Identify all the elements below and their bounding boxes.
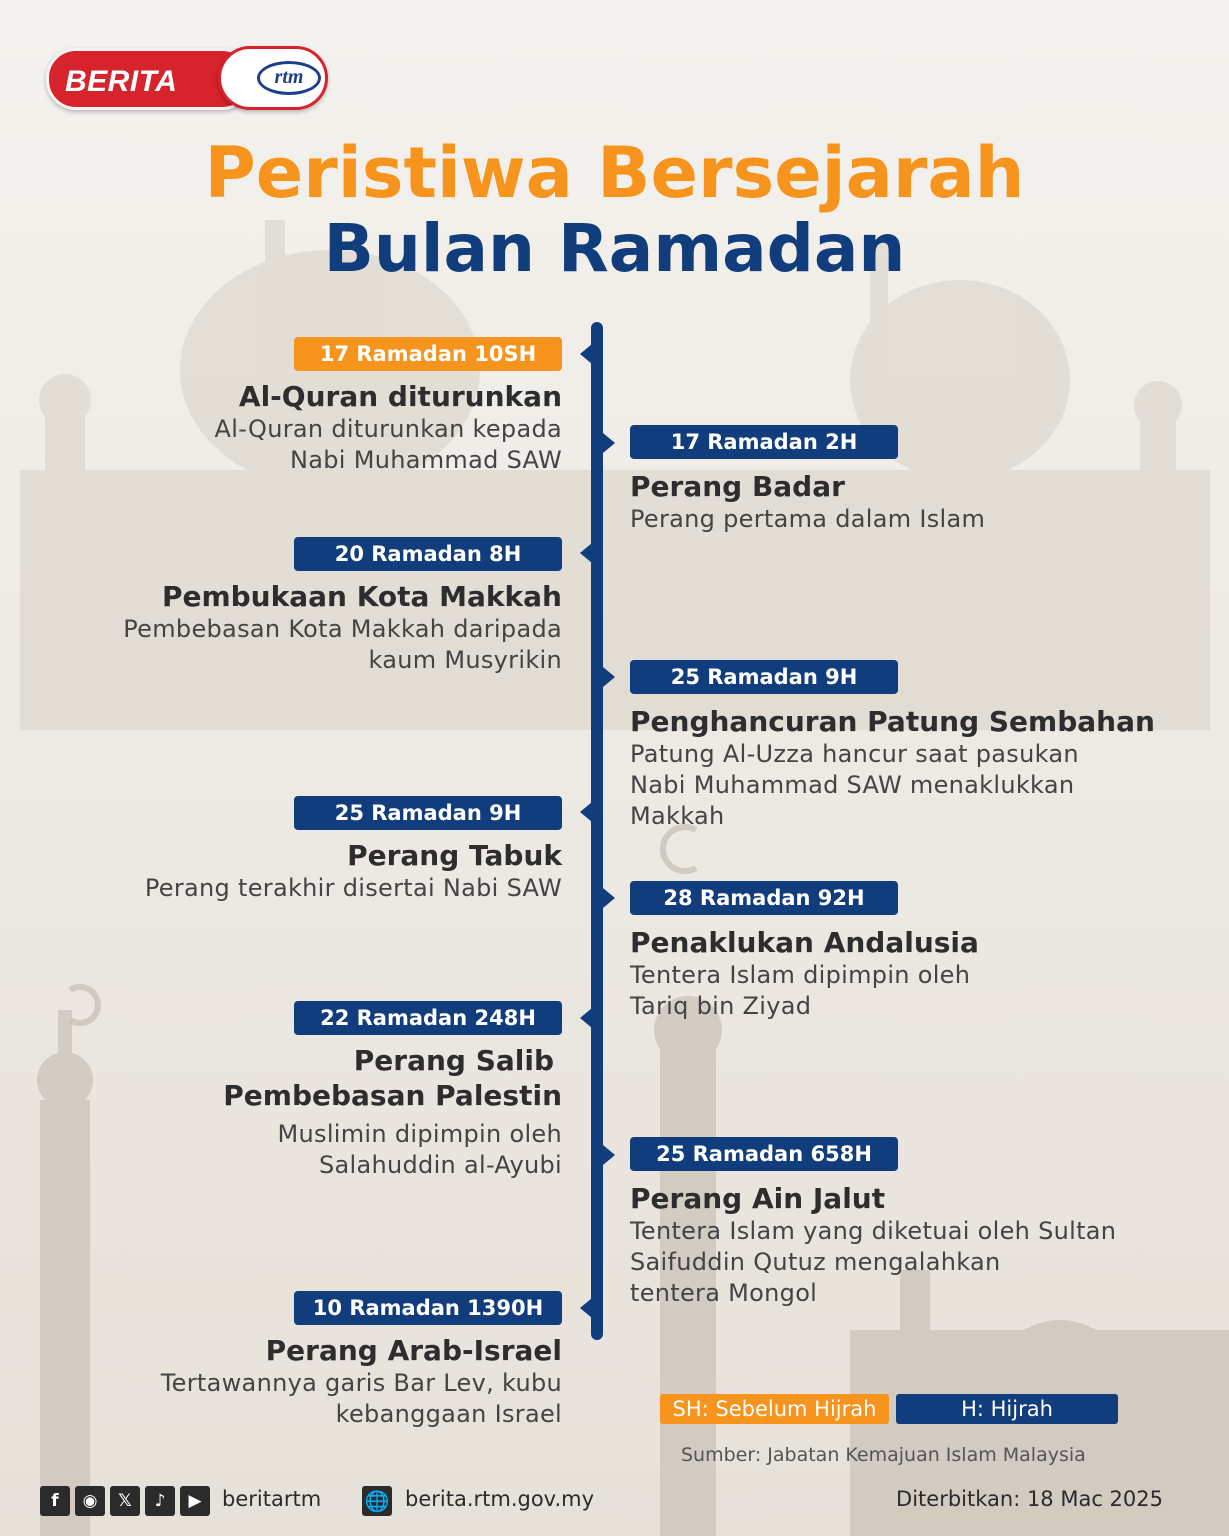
youtube-icon[interactable]: ▶ [180, 1486, 210, 1516]
published-date: Diterbitkan: 18 Mac 2025 [896, 1487, 1163, 1511]
event-date-badge: 25 Ramadan 9H [294, 796, 562, 830]
timeline-event [630, 1137, 1116, 1309]
timeline-event [630, 660, 1155, 832]
event-description: Nabi Muhammad SAW menaklukkan [630, 771, 1075, 799]
event-title: Pembebasan Palestin [223, 1079, 562, 1112]
event-date-badge: 10 Ramadan 1390H [294, 1291, 562, 1325]
event-description: Tentera Islam dipimpin oleh [630, 961, 971, 989]
timeline-notch [580, 344, 592, 364]
timeline-event [145, 796, 562, 904]
x-icon[interactable]: 𝕏 [110, 1486, 140, 1516]
event-description: Tertawannya garis Bar Lev, kubu [160, 1369, 562, 1397]
tiktok-icon[interactable]: ♪ [145, 1486, 175, 1516]
event-title: Pembukaan Kota Makkah [161, 580, 562, 613]
timeline-notch [603, 1145, 615, 1165]
event-description: kebanggaan Israel [335, 1400, 562, 1428]
event-date-badge: 25 Ramadan 9H [630, 660, 898, 694]
timeline-event [215, 337, 562, 476]
event-date-badge: 28 Ramadan 92H [630, 881, 898, 915]
title-line-1: Peristiwa Bersejarah [204, 132, 1025, 214]
event-title: Perang Ain Jalut [630, 1182, 886, 1215]
timeline-notch [580, 1298, 592, 1318]
legend-sebelum-hijrah: SH: Sebelum Hijrah [660, 1394, 889, 1424]
event-title: Perang Arab-Israel [265, 1334, 562, 1367]
timeline-event [161, 1291, 562, 1430]
timeline-notch [580, 1008, 592, 1028]
timeline-notch [580, 543, 592, 563]
facebook-icon[interactable]: f [40, 1486, 70, 1516]
event-description: Tentera Islam yang diketuai oleh Sultan [630, 1217, 1117, 1245]
globe-icon: 🌐 [362, 1486, 392, 1516]
event-title: Penaklukan Andalusia [630, 926, 979, 959]
event-title: Penghancuran Patung Sembahan [630, 705, 1155, 738]
timeline-notch [603, 667, 615, 687]
timeline-spine [591, 322, 603, 1340]
title-line-2: Bulan Ramadan [323, 210, 906, 287]
timeline-notch [603, 888, 615, 908]
event-date-badge: 20 Ramadan 8H [294, 537, 562, 571]
timeline-event [223, 1001, 562, 1181]
timeline-event [630, 881, 979, 1022]
website-link[interactable]: berita.rtm.gov.my [405, 1487, 595, 1511]
rtm-badge [218, 46, 328, 110]
legend-hijrah: H: Hijrah [896, 1394, 1118, 1424]
event-description: Saifuddin Qutuz mengalahkan [630, 1248, 1001, 1276]
event-description: Salahuddin al-Ayubi [318, 1151, 562, 1179]
social-icons [40, 1486, 215, 1516]
berita-rtm-logo [46, 46, 304, 108]
event-title: Perang Salib [353, 1044, 554, 1077]
event-description: Perang terakhir disertai Nabi SAW [144, 874, 562, 902]
timeline-event [630, 425, 985, 535]
social-handle[interactable]: beritartm [222, 1487, 322, 1511]
source-credit: Sumber: Jabatan Kemajuan Islam Malaysia [681, 1444, 1086, 1466]
timeline-notch [580, 802, 592, 822]
rtm-emblem: rtm [257, 61, 321, 95]
event-description: Nabi Muhammad SAW [290, 446, 562, 474]
event-description: Al-Quran diturunkan kepada [214, 415, 562, 443]
logo-wordmark: BERITA [65, 65, 178, 98]
timeline-event [123, 537, 562, 676]
event-description: Perang pertama dalam Islam [630, 505, 986, 533]
timeline-notch [603, 433, 615, 453]
event-date-badge: 17 Ramadan 2H [630, 425, 898, 459]
event-date-badge: 17 Ramadan 10SH [294, 337, 562, 371]
event-description: tentera Mongol [630, 1279, 818, 1307]
event-title: Al-Quran diturunkan [238, 380, 562, 413]
event-title: Perang Badar [630, 470, 845, 503]
event-description: Pembebasan Kota Makkah daripada [123, 615, 562, 643]
event-description: Patung Al-Uzza hancur saat pasukan [630, 740, 1079, 768]
event-description: Muslimin dipimpin oleh [277, 1120, 562, 1148]
event-date-badge: 25 Ramadan 658H [630, 1137, 898, 1171]
event-description: Tariq bin Ziyad [630, 992, 812, 1020]
event-date-badge: 22 Ramadan 248H [294, 1001, 562, 1035]
event-description: Makkah [630, 802, 725, 830]
instagram-icon[interactable]: ◉ [75, 1486, 105, 1516]
event-description: kaum Musyrikin [368, 646, 562, 674]
event-title: Perang Tabuk [347, 839, 562, 872]
